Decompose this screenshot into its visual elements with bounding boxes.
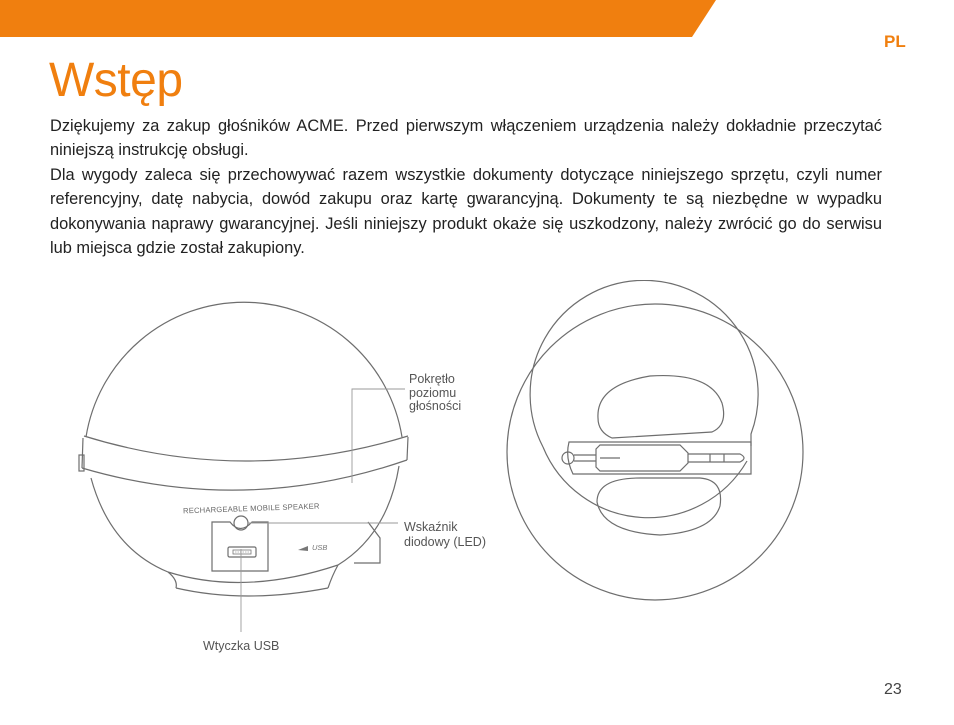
speaker-back-view <box>507 280 803 600</box>
page-title: Wstęp <box>49 54 183 107</box>
intro-text <box>50 114 882 260</box>
speaker-illustration <box>0 280 954 680</box>
led-indicator-label <box>404 520 486 550</box>
intro-paragraph: Dla wygody zaleca się przechowywać razem wszystkie dokumenty dotyczące niniejszego sprzętu, czyli numer referencyjny, datę nabycia, dowód zakupu oraz kartę gwarancyjną. Dokumenty te są niezbędne w wypadku dokonywania naprawy gwarancyjnej. Jeśli niniejszy produkt okaże się uszkodzony, należy zwrócić go do serwisu lub miejsca gdzie został zakupiony. <box>50 165 882 258</box>
volume-knob-label <box>409 373 461 414</box>
usb-marking-icon <box>298 543 327 552</box>
led-indicator-label-line: diodowy (LED) <box>404 535 486 549</box>
usb-plug-label: Wtyczka USB <box>203 639 280 653</box>
speaker-print-text: RECHARGEABLE MOBILE SPEAKER <box>182 501 320 516</box>
header-accent-bar <box>0 0 954 38</box>
volume-knob-label-line: Pokrętło <box>409 372 455 386</box>
led-indicator-label-line: Wskaźnik <box>404 520 458 534</box>
usb-port-icon <box>233 550 251 554</box>
volume-knob-label-line: poziomu <box>409 385 457 400</box>
usb-marking-text: USB <box>312 543 328 552</box>
page-number: 23 <box>884 681 902 698</box>
language-tag: PL <box>884 32 906 51</box>
volume-knob-label-line: głośności <box>409 399 462 413</box>
intro-paragraph: Dziękujemy za zakup głośników ACME. Przed pierwszym włączeniem urządzenia należy dokładnie przeczytać niniejszą instrukcję obsługi. <box>50 117 882 160</box>
